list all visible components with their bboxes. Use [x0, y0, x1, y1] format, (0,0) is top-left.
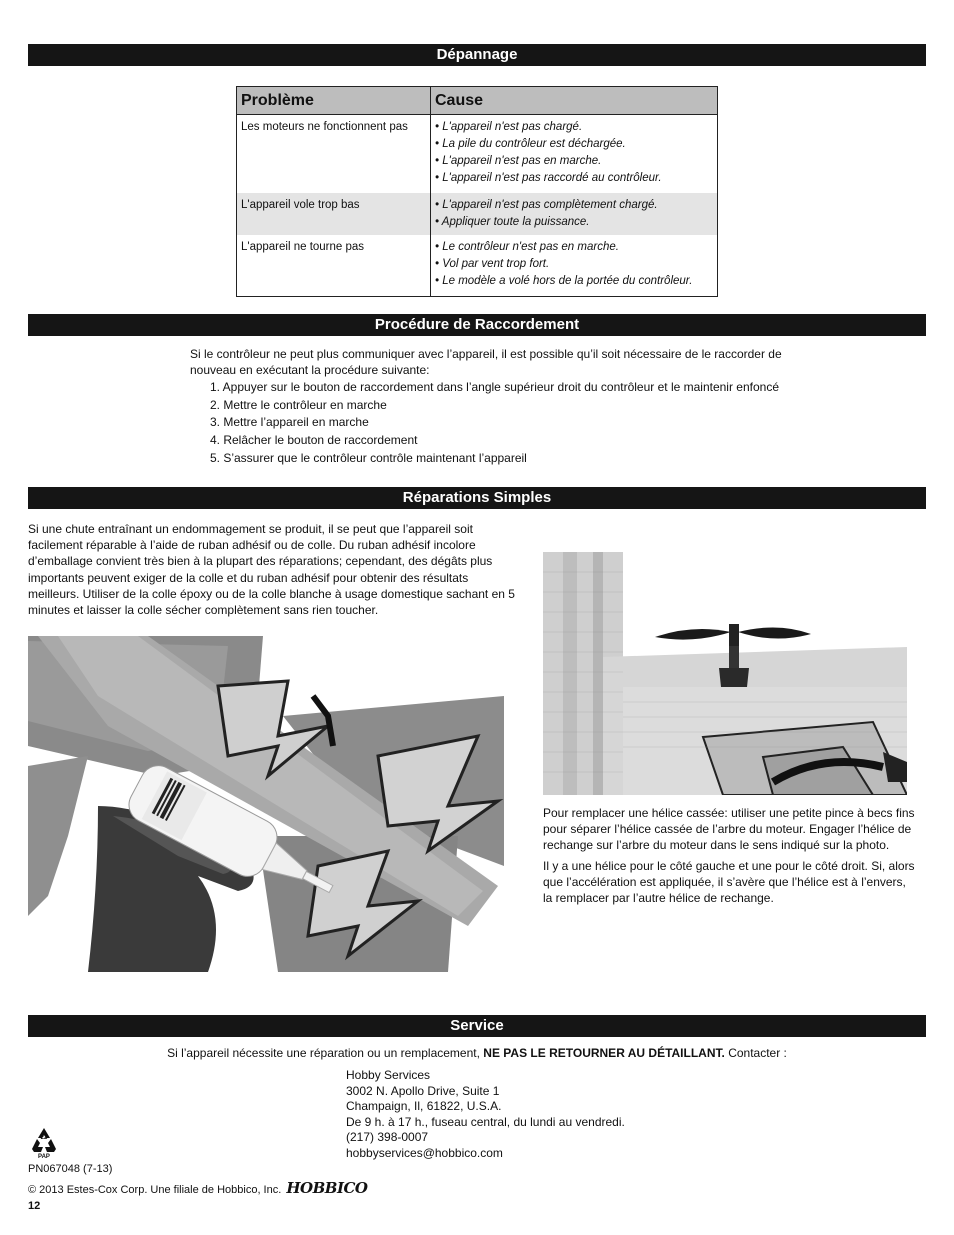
problem-cell: L'appareil vole trop bas	[237, 193, 431, 235]
section-header-troubleshooting: Dépannage	[28, 44, 926, 66]
problem-cell: Les moteurs ne fonctionnent pas	[237, 115, 431, 193]
repairs-line: Si une chute entraînant un endommagement se produit, il se peut que l’appareil soit	[28, 522, 473, 536]
column-header-problem: Problème	[237, 87, 431, 115]
service-text: Contacter :	[724, 1046, 787, 1060]
binding-step: 4. Relâcher le bouton de raccordement	[210, 433, 418, 448]
cause-item: • L'appareil n'est pas chargé.	[435, 121, 583, 133]
repairs-line: importants peuvent exiger de la colle et du ruban adhésif pour obtenir des résultats	[28, 570, 469, 585]
binding-step: 3. Mettre l’appareil en marche	[210, 415, 369, 430]
repairs-line: facilement réparable à l’aide de ruban adhésif ou de colle. Du ruban adhésif incolore	[28, 538, 476, 553]
column-header-cause: Cause	[431, 87, 718, 115]
recycle-number: 22	[40, 1135, 48, 1141]
propeller-line: rechange sur l’arbre du moteur dans le sens indiqué sur la photo.	[543, 838, 890, 852]
propeller-paragraph-1	[543, 805, 915, 853]
propeller-line: Pour remplacer une hélice cassée: utiliser une petite pince à becs fins	[543, 806, 915, 820]
cause-cell	[431, 193, 718, 235]
email-address: hobbyservices@hobbico.com	[346, 1145, 503, 1160]
binding-intro-line: Si le contrôleur ne peut plus communiquer avec l’appareil, il est possible qu’il soit nécessaire de le raccorder de	[190, 347, 782, 361]
glue-repair-photo	[28, 636, 504, 972]
table-row	[237, 115, 718, 193]
troubleshooting-table	[236, 86, 718, 297]
binding-step: 5. S’assurer que le contrôleur contrôle maintenant l’appareil	[210, 450, 527, 465]
section-header-binding: Procédure de Raccordement	[28, 314, 926, 336]
table-row	[237, 235, 718, 297]
cause-item: • Le modèle a volé hors de la portée du contrôleur.	[435, 274, 693, 287]
problem-cell: L'appareil ne tourne pas	[237, 235, 431, 297]
repairs-line: meilleurs. Utiliser de la colle époxy ou de la colle blanche à usage domestique sachant en 5	[28, 586, 515, 601]
binding-step: 2. Mettre le contrôleur en marche	[210, 397, 387, 412]
cause-cell	[431, 235, 718, 297]
cause-item: • Vol par vent trop fort.	[435, 257, 550, 270]
cause-item: • L'appareil n'est pas raccordé au contrôleur.	[435, 172, 662, 184]
copyright-text: © 2013 Estes-Cox Corp. Une filiale de Hobbico, Inc.	[28, 1184, 282, 1196]
copyright	[28, 1179, 367, 1197]
address-line: 3002 N. Apollo Drive, Suite 1	[346, 1083, 500, 1098]
table-row	[237, 193, 718, 235]
propeller-line: Il y a une hélice pour le côté gauche et une pour le côté droit. Si, alors	[543, 859, 915, 873]
section-header-repairs: Réparations Simples	[28, 487, 926, 509]
propeller-line: pour séparer l’hélice cassée de l’arbre du moteur. Engager l’hélice de	[543, 822, 912, 836]
repairs-paragraph	[28, 521, 515, 618]
hobbico-logo: HOBBICO	[286, 1179, 368, 1197]
propeller-illustration	[543, 552, 907, 795]
binding-steps-list	[210, 379, 779, 468]
cause-cell	[431, 115, 718, 193]
cause-item: • La pile du contrôleur est déchargée.	[435, 138, 626, 150]
propeller-paragraph-2	[543, 858, 915, 906]
section-header-service: Service	[28, 1015, 926, 1037]
service-instruction	[0, 1045, 954, 1061]
page-number: 12	[28, 1200, 41, 1212]
propeller-line: la remplacer par l’autre hélice de rechange.	[543, 891, 774, 905]
cause-item: • Appliquer toute la puissance.	[435, 215, 590, 228]
address-line: De 9 h. à 17 h., fuseau central, du lundi au vendredi.	[346, 1114, 625, 1129]
service-text: Si l’appareil nécessite une réparation ou un remplacement,	[167, 1046, 484, 1060]
recycle-code: PAP	[38, 1154, 50, 1160]
repairs-line: d’emballage convient très bien à la plupart des réparations; cependant, des dégâts plus	[28, 554, 493, 569]
address-line: Hobby Services	[346, 1068, 431, 1082]
cause-item: • Le contrôleur n'est pas en marche.	[435, 240, 619, 253]
binding-intro	[190, 346, 782, 378]
address-line: Champaign, Il, 61822, U.S.A.	[346, 1099, 502, 1114]
glue-repair-illustration	[28, 636, 504, 972]
service-warning: NE PAS LE RETOURNER AU DÉTAILLANT.	[483, 1046, 725, 1060]
propeller-line: que l’accélération est appliquée, il s’avère que l’hélice est à l’envers,	[543, 875, 906, 889]
part-number: PN067048 (7-13)	[28, 1163, 113, 1175]
cause-item: • L'appareil n'est pas complètement chargé.	[435, 198, 658, 211]
service-address	[346, 1068, 625, 1162]
recycle-logo	[30, 1127, 58, 1160]
cause-item: • L'appareil n'est pas en marche.	[435, 155, 602, 167]
propeller-photo	[543, 552, 907, 795]
address-line: (217) 398-0007	[346, 1130, 429, 1145]
binding-step: 1. Appuyer sur le bouton de raccordement dans l’angle supérieur droit du contrôleur et le maintenir enfoncé	[210, 380, 780, 394]
binding-intro-line: nouveau en exécutant la procédure suivante:	[190, 363, 430, 377]
repairs-line: minutes et laisser la colle sécher complètement sans rien toucher.	[28, 603, 379, 618]
